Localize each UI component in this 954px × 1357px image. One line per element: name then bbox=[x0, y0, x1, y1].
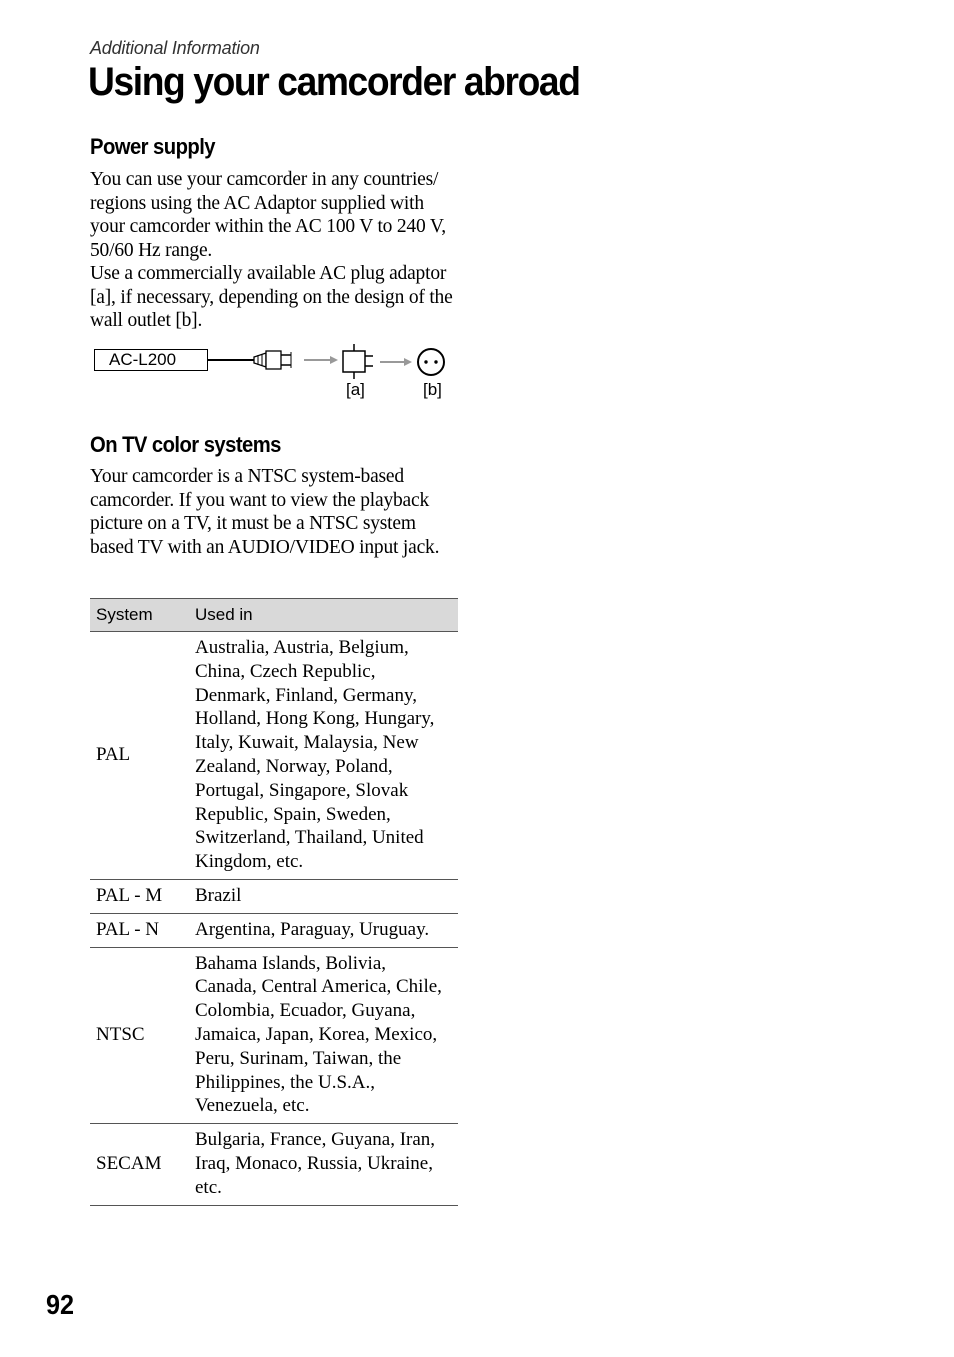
adaptor-model-label: AC-L200 bbox=[94, 349, 208, 371]
table-row bbox=[90, 879, 458, 913]
plug-adaptor-icon bbox=[343, 344, 373, 379]
used-in-cell: Australia, Austria, Belgium, China, Czech Republic, Denmark, Finland, Germany, Holland, Hong Kong, Hungary, Italy, Kuwait, Malaysia, New Zealand, Norway, Poland, Portugal, Singapore, Slovak Republic, Spain, Sweden, Switzerland, Thailand, United Kingdom, etc. bbox=[189, 632, 458, 880]
used-in-cell: Bulgaria, France, Guyana, Iran, Iraq, Monaco, Russia, Ukraine, etc. bbox=[189, 1124, 458, 1205]
table-row bbox=[90, 913, 458, 947]
ac-adaptor-plug-icon bbox=[254, 351, 291, 369]
system-cell: PAL - M bbox=[90, 879, 189, 913]
tv-systems-table bbox=[90, 598, 458, 1206]
arrow-right-icon bbox=[304, 356, 338, 364]
table-row bbox=[90, 1124, 458, 1205]
system-cell: PAL - N bbox=[90, 913, 189, 947]
system-cell: NTSC bbox=[90, 947, 189, 1124]
section-label: Additional Information bbox=[90, 38, 260, 58]
label-a: [a] bbox=[346, 380, 365, 399]
wall-outlet-icon bbox=[418, 349, 444, 375]
table-header-row bbox=[90, 599, 458, 632]
label-b: [b] bbox=[423, 380, 442, 399]
system-cell: SECAM bbox=[90, 1124, 189, 1205]
column-header-system: System bbox=[90, 599, 189, 632]
power-supply-heading: Power supply bbox=[90, 134, 215, 159]
power-supply-paragraph-1: You can use your camcorder in any countries/ regions using the AC Adaptor supplied with your camcorder within the AC 100 V to 240 V, 50/60 Hz range. bbox=[90, 169, 446, 261]
used-in-cell: Argentina, Paraguay, Uruguay. bbox=[189, 913, 458, 947]
arrow-right-icon bbox=[380, 358, 412, 366]
table-row bbox=[90, 632, 458, 880]
page-title: Using your camcorder abroad bbox=[88, 60, 580, 104]
table-row bbox=[90, 947, 458, 1124]
tv-systems-heading: On TV color systems bbox=[90, 432, 281, 457]
page-number: 92 bbox=[46, 1289, 75, 1320]
used-in-cell: Bahama Islands, Bolivia, Canada, Central America, Chile, Colombia, Ecuador, Guyana, Jamaica, Japan, Korea, Mexico, Peru, Surinam, Taiwan, the Philippines, the U.S.A., Venezuela, etc. bbox=[189, 947, 458, 1124]
column-header-used-in: Used in bbox=[189, 599, 458, 632]
tv-systems-paragraph: Your camcorder is a NTSC system-based camcorder. If you want to view the playback picture on a TV, it must be a NTSC system based TV with an AUDIO/VIDEO input jack. bbox=[90, 466, 440, 558]
power-supply-paragraph-2: Use a commercially available AC plug adaptor [a], if necessary, depending on the design of the wall outlet [b]. bbox=[90, 263, 453, 332]
used-in-cell: Brazil bbox=[189, 879, 458, 913]
system-cell: PAL bbox=[90, 632, 189, 880]
